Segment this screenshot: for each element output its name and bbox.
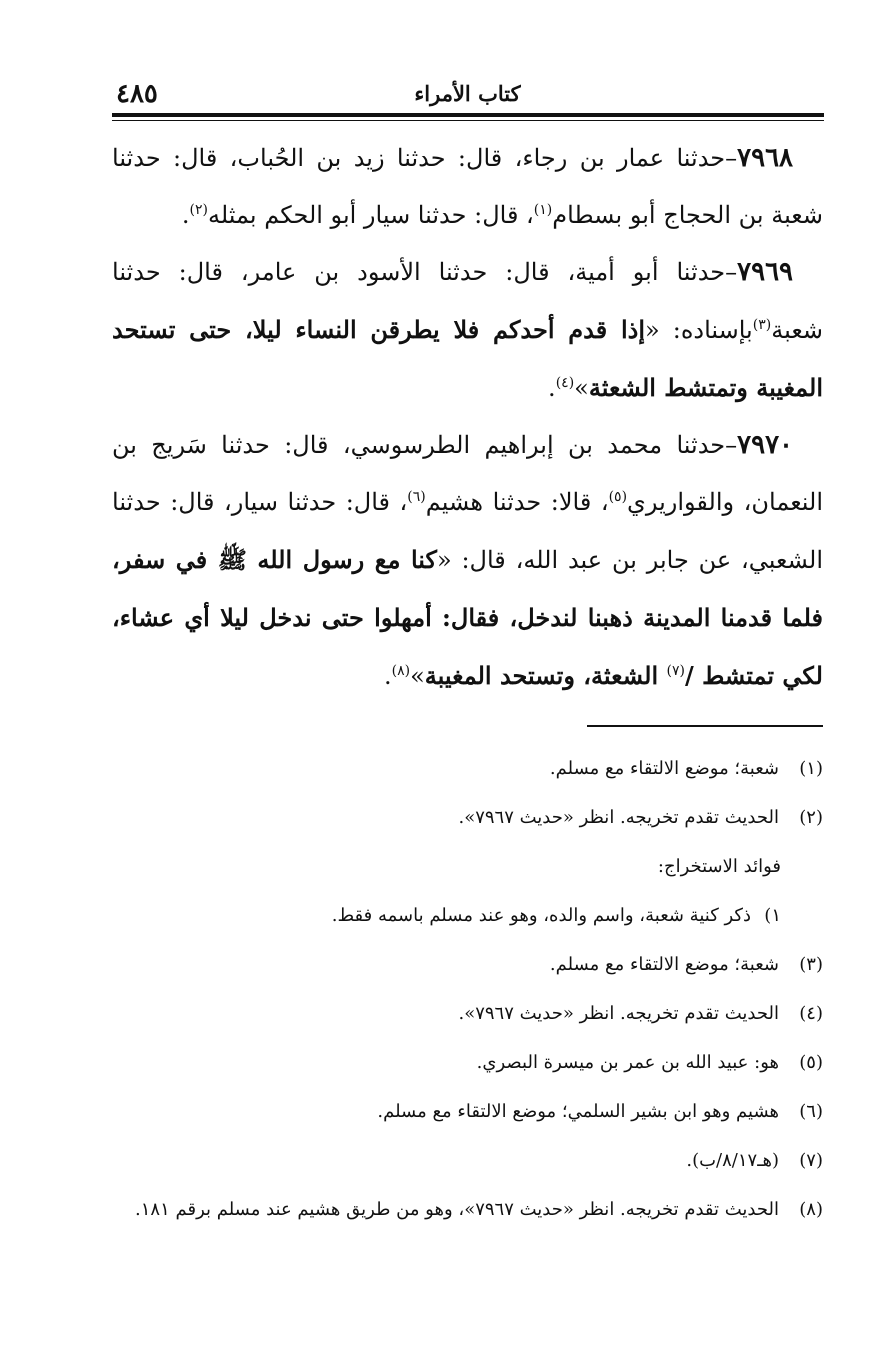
quote-mark: « xyxy=(436,546,452,574)
footnote-item xyxy=(112,1087,823,1136)
footnote-label: (٥) xyxy=(799,1052,823,1073)
hadith-text: ، قال: حدثنا سيار، قال: حدثنا الشعبي، عن جابر بن عبد الله، قال: xyxy=(112,488,823,574)
footnote-label: (٦) xyxy=(799,1101,823,1122)
page-number: ٤٨٥ xyxy=(116,79,158,109)
footnote-ref[interactable]: (٨) xyxy=(391,663,411,679)
footnote-text: (هـ٨/١٧/ب). xyxy=(686,1150,779,1171)
footnote-text: شعبة؛ موضع الالتقاء مع مسلم. xyxy=(549,758,779,779)
footnote-ref[interactable]: (٥) xyxy=(608,489,628,505)
footnote-text: شعبة؛ موضع الالتقاء مع مسلم. xyxy=(549,954,779,975)
prophetic-text: الشعثة، وتستحد المغيبة xyxy=(424,661,667,690)
footnote-label: ١) xyxy=(764,905,781,926)
hadith-7968 xyxy=(112,130,823,244)
footnote-item xyxy=(112,793,823,842)
header-rule-thick xyxy=(112,113,824,117)
footnote-text: هشيم وهو ابن بشير السلمي؛ موضع الالتقاء مع مسلم. xyxy=(377,1101,779,1122)
hadith-text: . xyxy=(384,662,392,690)
main-text xyxy=(112,130,823,705)
hadith-number: ٧٩٦٩ xyxy=(737,257,793,287)
footnote-text: الحديث تقدم تخريجه. انظر «حديث ٧٩٦٧»، وهو من طريق هشيم عند مسلم برقم ١٨١. xyxy=(135,1199,779,1220)
footnote-label: (٣) xyxy=(799,954,823,975)
footnote-ref[interactable]: (٤) xyxy=(555,375,575,391)
hadith-text: –حدثنا عمار بن رجاء، قال: حدثنا زيد بن الحُباب، قال: حدثنا شعبة بن الحجاج أبو بسطام xyxy=(112,144,823,229)
footnote-label: (٧) xyxy=(799,1150,823,1171)
hadith-text: ، قالا: حدثنا هشيم xyxy=(425,488,609,516)
footnote-ref[interactable]: (١) xyxy=(533,202,553,218)
page-header xyxy=(112,78,823,112)
footnote-ref[interactable]: (٣) xyxy=(752,317,772,333)
hadith-number: ٧٩٦٨ xyxy=(737,143,793,173)
footnotes xyxy=(112,744,823,1234)
footnote-subheading xyxy=(112,842,823,891)
footnote-item xyxy=(112,1038,823,1087)
footnote-item xyxy=(112,1185,823,1234)
footnote-label: (٤) xyxy=(799,1003,823,1024)
chapter-title: كتاب الأمراء xyxy=(414,81,521,106)
footnote-separator xyxy=(587,725,823,727)
footnote-item xyxy=(112,1136,823,1185)
hadith-7969 xyxy=(112,244,823,417)
footnote-ref[interactable]: (٦) xyxy=(407,489,426,505)
footnote-subitem xyxy=(112,891,823,940)
hadith-text: بإسناده: xyxy=(659,316,753,344)
footnote-text: هو: عبيد الله بن عمر بن ميسرة البصري. xyxy=(476,1052,779,1073)
hadith-text: . xyxy=(548,374,556,402)
footnote-ref[interactable]: (٧) xyxy=(666,663,685,679)
footnote-label: (٢) xyxy=(799,807,823,828)
footnote-text: الحديث تقدم تخريجه. انظر «حديث ٧٩٦٧». xyxy=(458,1003,779,1024)
prophetic-text: كنا مع رسول الله ﷺ في سفر، فلما قدمنا المدينة ذهبنا لندخل، فقال: أمهلوا حتى ندخل ليلا أي عشاء، لكي تمتشط / xyxy=(112,545,823,690)
header-rule-thin xyxy=(112,120,824,121)
hadith-text: –حدثنا محمد بن إبراهيم الطرسوسي، قال: حدثنا سَريج بن النعمان، والقواريري xyxy=(112,431,823,516)
footnote-ref[interactable]: (٢) xyxy=(189,202,208,218)
footnote-label: (١) xyxy=(799,758,823,779)
hadith-7970 xyxy=(112,417,823,705)
quote-mark: » xyxy=(410,662,425,690)
hadith-text: ، قال: حدثنا سيار أبو الحكم بمثله xyxy=(207,201,534,229)
footnote-item xyxy=(112,940,823,989)
footnote-text: فوائد الاستخراج: xyxy=(657,856,781,877)
hadith-number: ٧٩٧٠ xyxy=(737,430,793,460)
hadith-text: –حدثنا أبو أمية، قال: حدثنا الأسود بن عامر، قال: حدثنا شعبة xyxy=(112,258,824,344)
quote-mark: « xyxy=(645,316,660,344)
quote-mark: » xyxy=(574,374,589,402)
footnote-text: الحديث تقدم تخريجه. انظر «حديث ٧٩٦٧». xyxy=(458,807,779,828)
footnote-item xyxy=(112,989,823,1038)
footnote-text: ذكر كنية شعبة، واسم والده، وهو عند مسلم باسمه فقط. xyxy=(331,905,751,926)
footnote-label: (٨) xyxy=(799,1199,823,1220)
hadith-text: . xyxy=(181,201,190,229)
prophetic-text: إذا قدم أحدكم فلا يطرقن النساء ليلا، حتى تستحد المغيبة وتمتشط الشعثة xyxy=(112,315,823,402)
footnote-item xyxy=(112,744,823,793)
